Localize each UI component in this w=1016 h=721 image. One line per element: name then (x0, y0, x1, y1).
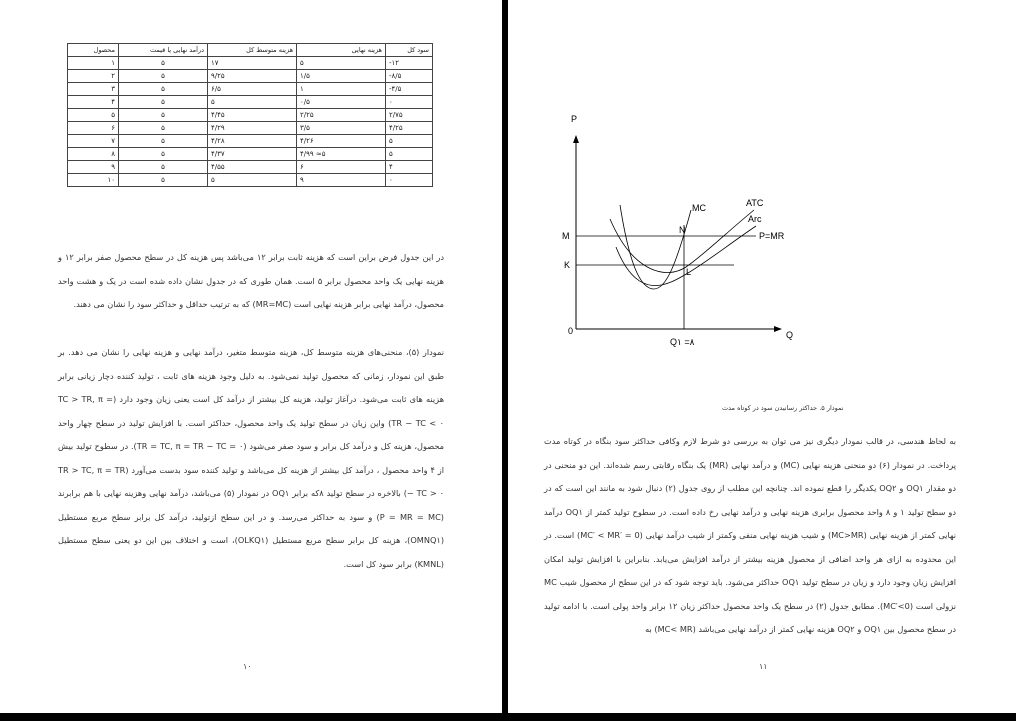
table-cell: ۷ (68, 135, 119, 148)
table-cell: ۶ (68, 122, 119, 135)
table-cell: ۴/۲۵ (386, 122, 433, 135)
table-cell: ۵ (119, 70, 208, 83)
q1-label: Q۱ =۸ (670, 337, 695, 347)
table-row (68, 148, 433, 161)
table-cell: ۴/۹۹ ≈۵ (297, 148, 386, 161)
table-cell: ۹ (68, 161, 119, 174)
table-cell: ۱۰ (68, 174, 119, 187)
table-header-row (68, 44, 433, 57)
mc-curve (620, 205, 691, 289)
table-cell: ۵ (386, 148, 433, 161)
paragraph-3 (544, 430, 956, 642)
table-cell: ۵ (297, 57, 386, 70)
atc-label: ATC (746, 198, 764, 208)
cost-revenue-table (67, 43, 433, 187)
table-cell: ۵ (119, 161, 208, 174)
paragraph-2-text: نمودار (۵)، منحنی‌های هزینه متوسط کل، هزینه متوسط متغیر، درآمد نهایی و هزینه نهایی را نشان می دهد. بر طبق این نمودار، زمانی که محصول تولید نمی‌شود. به دلیل وجود هزینه های ثابت ، تولید کننده دچار زیانی برابر هزینه های ثابت می‌شود. درآغاز تولید، هزینه کل بیشتر از درآمد کل است یعنی زیان وجود دارد (TC > TR, π = TR − TC < ۰) واین زیان در سطح تولید یک واحد محصول، حداکثر است. با افزایش تولید در سطح چهار واحد محصول، هزینه کل و درآمد کل برابر و سود صفر می‌شود (TR = TC, π = TR − TC = ۰). در سطوح تولید بیش از ۴ واحد محصول ، درآمد کل بیشتر از هزینه کل می‌باشد و تولید کننده سود بدست می‌آورد (TR > TC, π = TR − TC > ۰) بالاخره در سطح تولید ۸که برابر OQ۱ در نمودار (۵) می‌باشد، درآمد نهایی وهزینه نهایی با هم برابرند (P = MR = MC) و سود به حداکثر می‌رسد. و در این سطح ازتولید، درآمد کل برابر سطح مربع مستطیل (OMNQ۱)، هزینه کل برابر سطح مربع مستطیل (OLKQ۱)، است و اختلاف بین این دو یعنی سطح مستطیل (KMNL) برابر سود کل است. (58, 347, 445, 569)
table-cell: ۴ (68, 96, 119, 109)
table-row (68, 174, 433, 187)
table-cell: ۰/۵ (297, 96, 386, 109)
table-cell: ۵ (119, 122, 208, 135)
table-cell: ۴/۴۵ (208, 109, 297, 122)
table-cell: ۴/۲۹ (208, 122, 297, 135)
table-row (68, 96, 433, 109)
col-header-output: محصول (68, 44, 119, 57)
table-cell: ۱ (68, 57, 119, 70)
table-cell: ۲/۷۵ (386, 109, 433, 122)
table-cell: -۴/۵ (386, 83, 433, 96)
table-cell: ۱ (297, 83, 386, 96)
table-row (68, 70, 433, 83)
p-axis-arrow (573, 135, 579, 143)
profit-max-diagram (558, 105, 818, 355)
table-row (68, 109, 433, 122)
table-cell: ۵ (119, 148, 208, 161)
table-cell: ۴/۳۷ (208, 148, 297, 161)
q-axis-label: Q (786, 330, 794, 340)
table-cell: ۹/۲۵ (208, 70, 297, 83)
col-header-marginal-revenue: درآمد نهایی یا قیمت (119, 44, 208, 57)
table-cell: ۸ (68, 148, 119, 161)
table-row (68, 122, 433, 135)
table-cell: ۳ (68, 83, 119, 96)
table-cell: ۵ (119, 174, 208, 187)
n-label: N (679, 225, 686, 235)
avc-label: Arc (748, 214, 762, 224)
table-row (68, 83, 433, 96)
table-cell: ۵ (119, 83, 208, 96)
page-number-left: ۱۰ (243, 662, 252, 671)
table-row (68, 57, 433, 70)
m-label: M (562, 231, 570, 241)
table-row (68, 161, 433, 174)
table-cell: ۳/۵ (297, 122, 386, 135)
p-axis-label: P (571, 114, 578, 124)
table-cell: ۹ (297, 174, 386, 187)
table-cell: ۵ (119, 57, 208, 70)
table-cell: ۶/۵ (208, 83, 297, 96)
paragraph-2 (58, 341, 444, 576)
right-page (508, 0, 1016, 713)
table-cell: -۱۲ (386, 57, 433, 70)
table-cell: ۵ (119, 96, 208, 109)
k-label: K (564, 260, 571, 270)
q-axis-arrow (774, 326, 782, 332)
paragraph-3-text: به لحاظ هندسی، در قالب نمودار دیگری نیز می توان به بررسی دو شرط لازم وکافی حداکثر سود بنگاه در کوتاه مدت پرداخت. در نمودار (۶) دو منحنی هزینه نهایی (MC) و درآمد نهایی (MR) یک بنگاه رقابتی رسم شده‌اند. این دو منحنی در دو مقدار OQ۱ و OQ۲ یکدیگر را قطع نموده اند. چنانچه این مطلب از روی جدول (۲) دنبال شود به مانند این است که در دو سطح تولید ۱ و ۸ واحد محصول برابری هزینه نهایی و درآمد نهایی رخ داده است. در سطوح تولید کمتر از OQ۱ درآمد نهایی کمتر از هزینه نهایی (MC>MR) و شیب هزینه نهایی منفی وکمتر از شیب درآمد نهایی (MC′ < MR′ = 0) است. در این محدوده به ازای هر واحد اضافی از محصول هزینه بیشتر از درآمد افزایش می‌یابد. بنابراین با افزایش تولید امکان افزایش زیان وجود دارد و زیان در سطح تولید OQ۱ حداکثر می‌شود. باید توجه شود که در این سطح از محصول شیب MC نزولی است (MC′<0). مطابق جدول (۲) در سطح یک واحد محصول حداکثر زیان ۱۲ برابر واحد پولی است. با ادامه تولید در سطح محصول بین OQ۱ و OQ۲ هزینه نهایی کمتر از درآمد نهایی می‌باشد (MC< MR) به (544, 436, 957, 634)
table-cell: -۸/۵ (386, 70, 433, 83)
table-cell: ۴/۵۵ (208, 161, 297, 174)
origin-label: 0 (568, 326, 574, 336)
table-cell: ۴/۲۸ (208, 135, 297, 148)
col-header-total-profit: سود کل (386, 44, 433, 57)
l-label: L (686, 267, 692, 277)
table-cell: ۶ (297, 161, 386, 174)
col-header-average-cost: هزینه متوسط کل (208, 44, 297, 57)
table-cell: ۵ (119, 135, 208, 148)
figure-caption: نمودار ۵. حداکثر رسانیدن سود در کوتاه مدت (722, 404, 844, 412)
table-row (68, 135, 433, 148)
page-number-right: ۱۱ (759, 662, 768, 671)
pmr-label: P=MR (759, 231, 785, 241)
paragraph-1 (58, 246, 444, 317)
table-cell: ۲/۲۵ (297, 109, 386, 122)
table-cell: ۱/۵ (297, 70, 386, 83)
table-cell: ۰ (386, 174, 433, 187)
table-cell: ۵ (208, 174, 297, 187)
table-cell: ۴/۲۶ (297, 135, 386, 148)
table-cell: ۴ (386, 161, 433, 174)
table-cell: ۵ (208, 96, 297, 109)
table-cell: ۱۷ (208, 57, 297, 70)
table-cell: ۵ (119, 109, 208, 122)
left-page (0, 0, 502, 713)
paragraph-1-text: در این جدول فرض براین است که هزینه ثابت برابر ۱۲ می‌باشد پس هزینه کل در سطح محصول صفر برابر ۱۲ و هزینه نهایی یک واحد محصول برابر ۵ است. همان طوری که در جدول نشان داده شده است در یک و هشت واحد محصول، درآمد نهایی برابر هزینه نهایی است (MR=MC) که به ترتیب حداقل و حداکثر سود را نشان می دهند. (58, 252, 445, 309)
table-cell: ۲ (68, 70, 119, 83)
table-cell: ۰ (386, 96, 433, 109)
mc-label: MC (692, 203, 706, 213)
col-header-marginal-cost: هزینه نهایی (297, 44, 386, 57)
table-cell: ۵ (386, 135, 433, 148)
table-cell: ۵ (68, 109, 119, 122)
